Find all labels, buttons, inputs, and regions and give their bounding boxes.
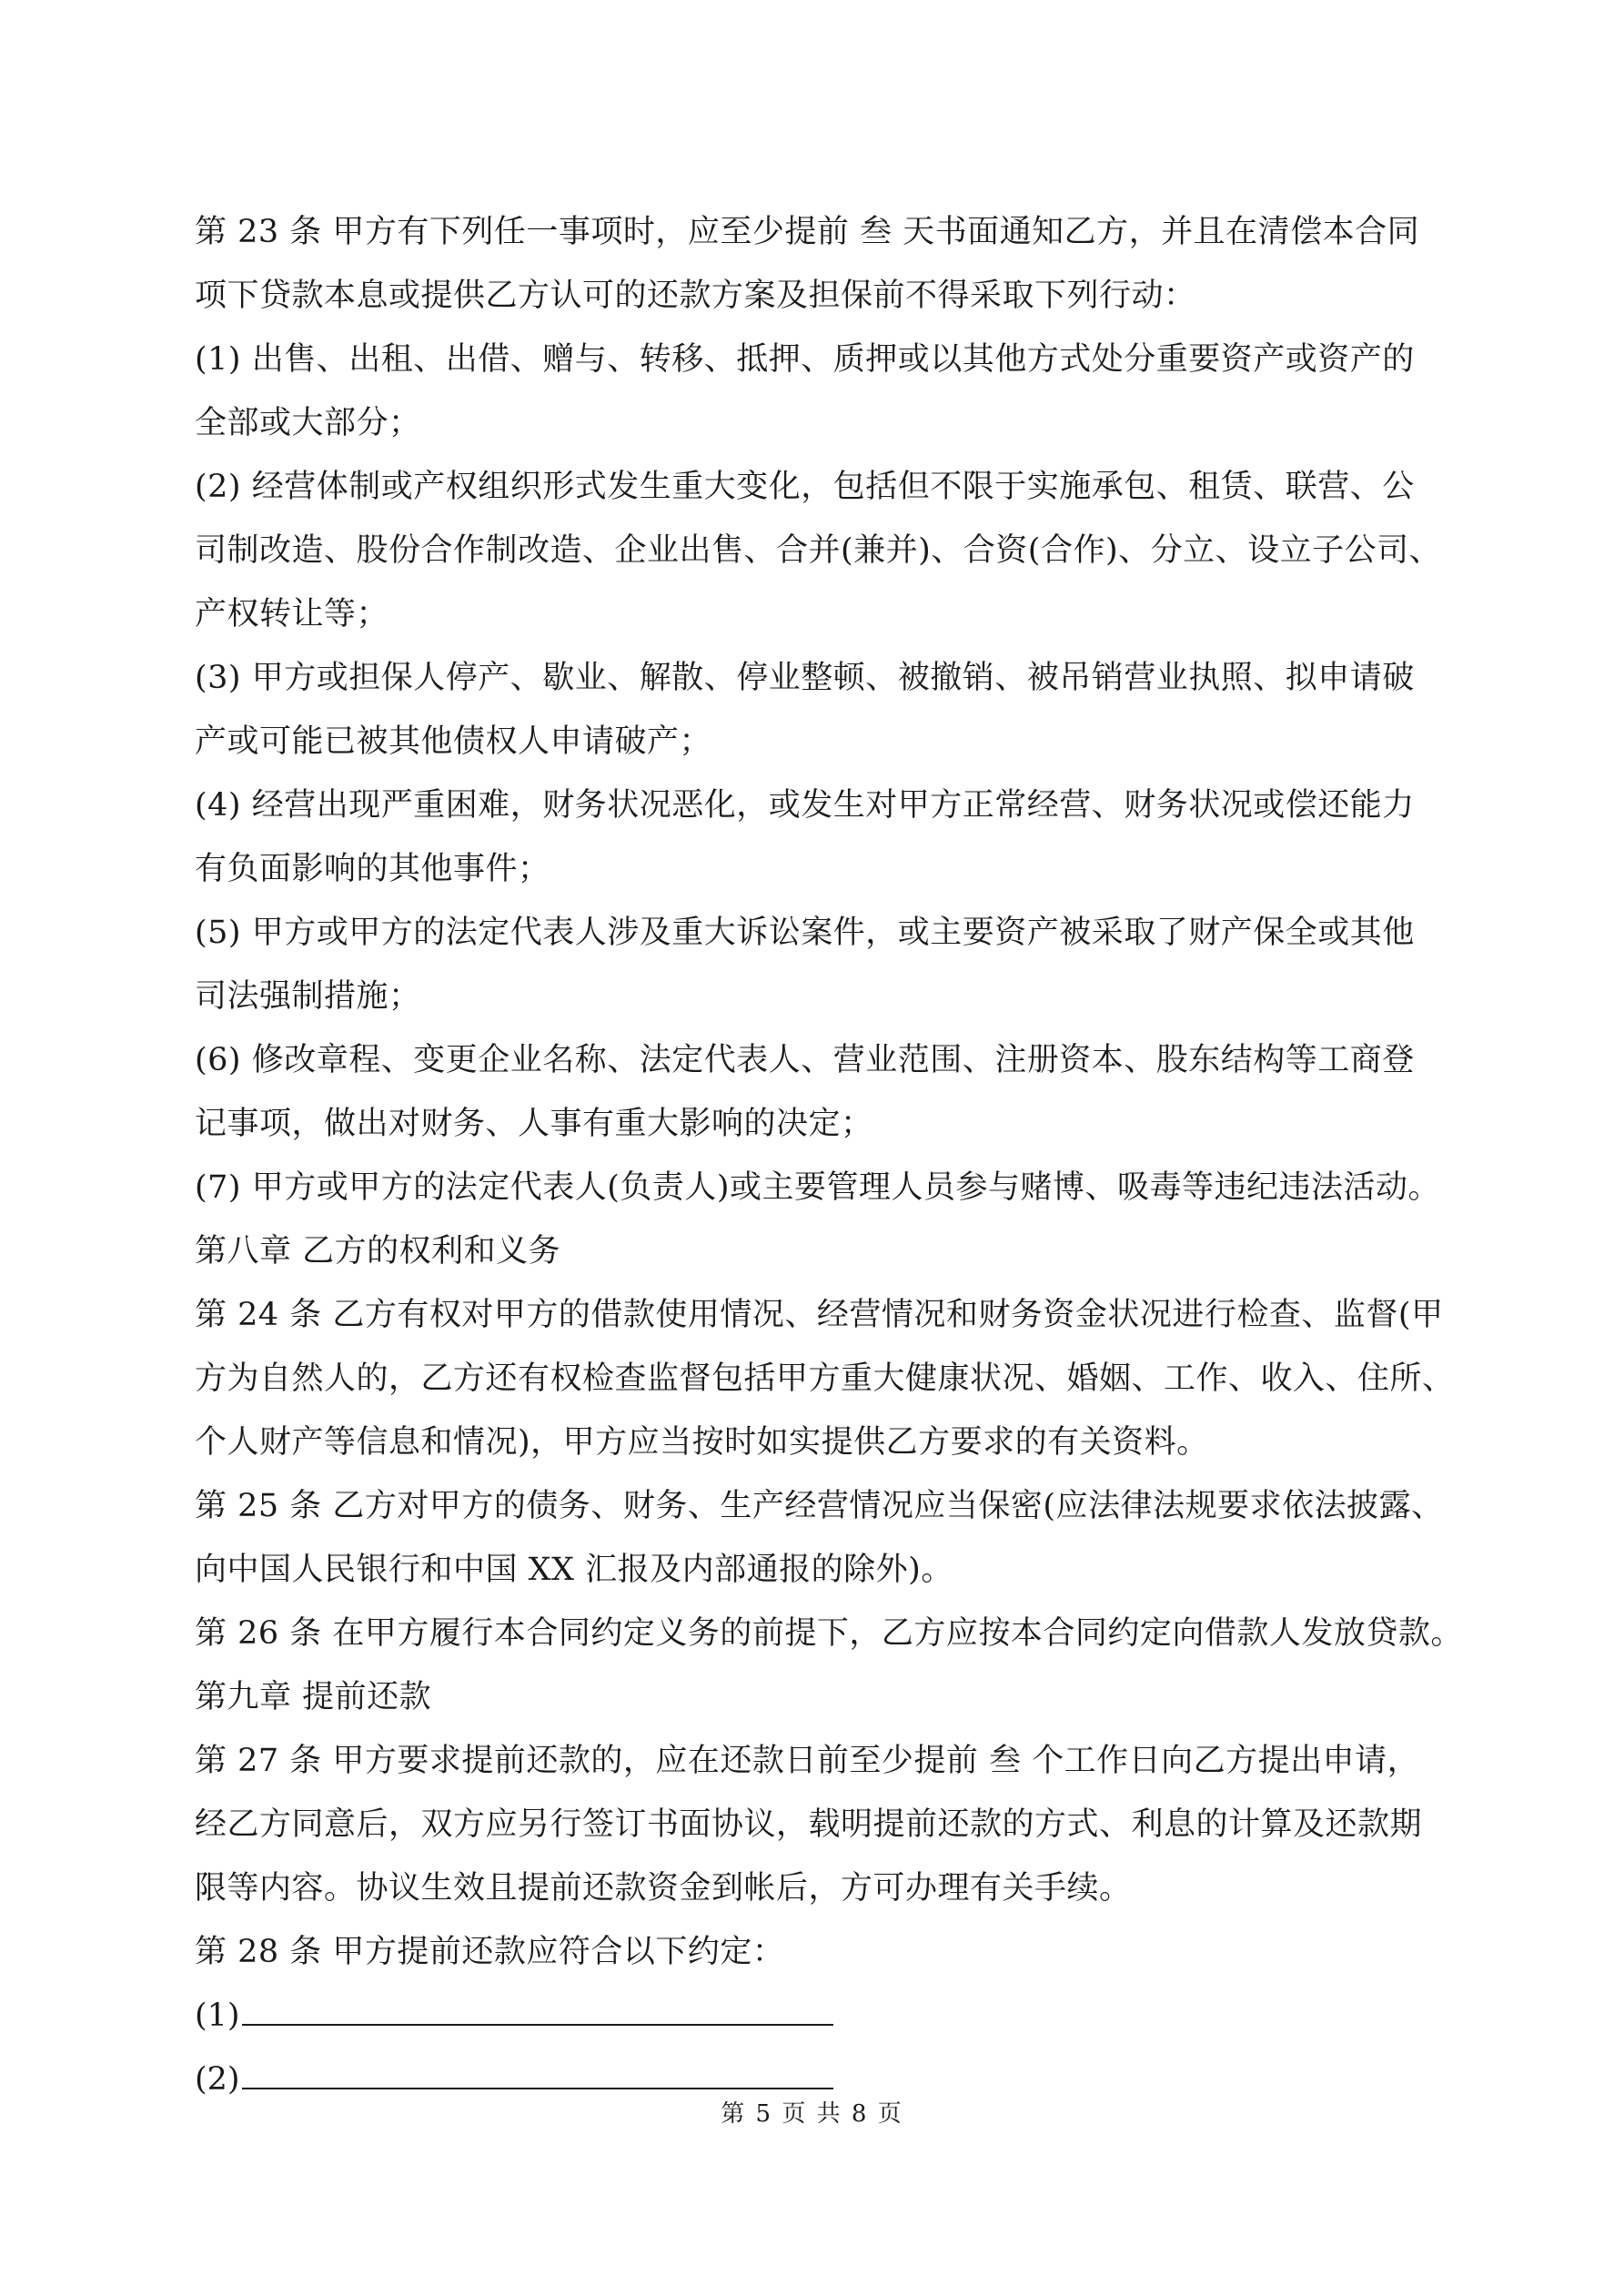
text-line: 方为自然人的，乙方还有权检查监督包括甲方重大健康状况、婚姻、工作、收入、住所、 — [195, 1360, 1455, 1397]
text-line: 第 27 条 甲方要求提前还款的，应在还款日前至少提前 叁 个工作日向乙方提出申请， — [195, 1743, 1420, 1779]
text-line: (3) 甲方或担保人停产、歇业、解散、停业整顿、被撤销、被吊销营业执照、拟申请破 — [195, 660, 1415, 696]
text-line: 第 26 条 在甲方履行本合同约定义务的前提下，乙方应按本合同约定向借款人发放贷款。 — [195, 1615, 1463, 1652]
chapter-heading: 第九章 提前还款 — [195, 1679, 432, 1715]
text-line: 产权转让等； — [195, 596, 389, 632]
chapter-heading: 第八章 乙方的权利和义务 — [195, 1233, 561, 1269]
text-line: 项下贷款本息或提供乙方认可的还款方案及担保前不得采取下列行动： — [195, 278, 1196, 314]
text-line: 第 23 条 甲方有下列任一事项时，应至少提前 叁 天书面通知乙方，并且在清偿本合同 — [195, 214, 1420, 250]
document-body — [195, 200, 1463, 2111]
page-number-footer: 第 5 页 共 8 页 — [721, 2100, 903, 2128]
text-line: (1) 出售、出租、出借、赠与、转移、抵押、质押或以其他方式处分重要资产或资产的 — [195, 341, 1415, 378]
text-line: (4) 经营出现严重困难，财务状况恶化，或发生对甲方正常经营、财务状况或偿还能力 — [195, 787, 1415, 824]
text-line: 全部或大部分； — [195, 405, 421, 441]
text-line: 司法强制措施； — [195, 978, 421, 1015]
text-line: 第 25 条 乙方对甲方的债务、财务、生产经营情况应当保密(应法律法规要求依法披露、 — [195, 1488, 1444, 1524]
text-line: (7) 甲方或甲方的法定代表人(负责人)或主要管理人员参与赌博、吸毒等违纪违法活动。 — [195, 1169, 1441, 1206]
text-line: 产或可能已被其他债权人申请破产； — [195, 723, 712, 760]
text-line: (2) 经营体制或产权组织形式发生重大变化，包括但不限于实施承包、租赁、联营、公 — [195, 469, 1415, 505]
text-line: 第 28 条 甲方提前还款应符合以下约定： — [195, 1934, 785, 1970]
text-line: (5) 甲方或甲方的法定代表人涉及重大诉讼案件，或主要资产被采取了财产保全或其他 — [195, 915, 1415, 951]
fill-in-label: (1) — [195, 1998, 240, 2034]
fill-in-blank[interactable] — [242, 1984, 833, 2026]
text-line: 个人财产等信息和情况)，甲方应当按时如实提供乙方要求的有关资料。 — [195, 1424, 1209, 1461]
fill-in-label: (2) — [195, 2061, 240, 2098]
text-line: 限等内容。协议生效且提前还款资金到帐后，方可办理有关手续。 — [195, 1870, 1132, 1907]
text-line: 有负面影响的其他事件； — [195, 851, 550, 887]
fill-in-blank[interactable] — [242, 2048, 833, 2089]
text-line: 经乙方同意后，双方应另行签订书面协议，载明提前还款的方式、利息的计算及还款期 — [195, 1806, 1423, 1843]
text-line: 向中国人民银行和中国 XX 汇报及内部通报的除外)。 — [195, 1552, 953, 1588]
text-line: 记事项，做出对财务、人事有重大影响的决定； — [195, 1106, 873, 1142]
fill-in-item — [195, 1984, 1450, 2048]
text-line: 第 24 条 乙方有权对甲方的借款使用情况、经营情况和财务资金状况进行检查、监督(甲 — [195, 1297, 1444, 1333]
text-line: (6) 修改章程、变更企业名称、法定代表人、营业范围、注册资本、股东结构等工商登 — [195, 1042, 1415, 1078]
text-line: 司制改造、股份合作制改造、企业出售、合并(兼并)、合资(合作)、分立、设立子公司、 — [195, 532, 1442, 569]
